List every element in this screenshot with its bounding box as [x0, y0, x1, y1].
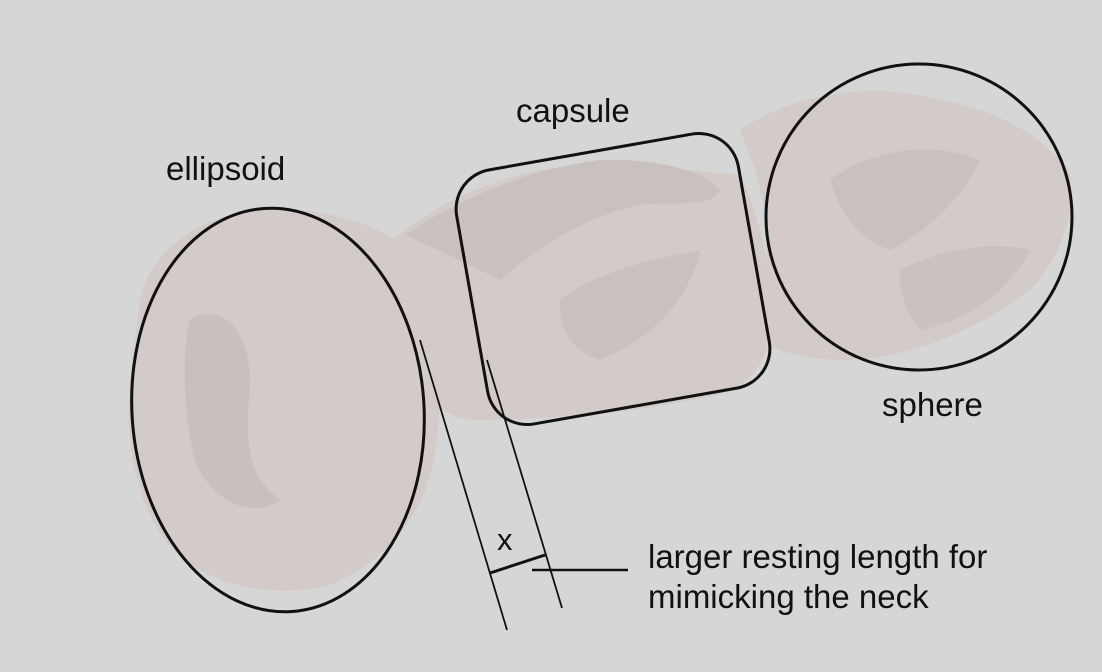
capsule-label: capsule [516, 92, 630, 129]
sphere-label: sphere [882, 386, 983, 423]
ellipsoid-label: ellipsoid [166, 150, 286, 187]
x-label: x [497, 522, 513, 557]
neck-annotation-line2: mimicking the neck [648, 577, 929, 615]
neck-annotation-line1: larger resting length for [648, 538, 988, 575]
neck-annotation [648, 537, 987, 616]
